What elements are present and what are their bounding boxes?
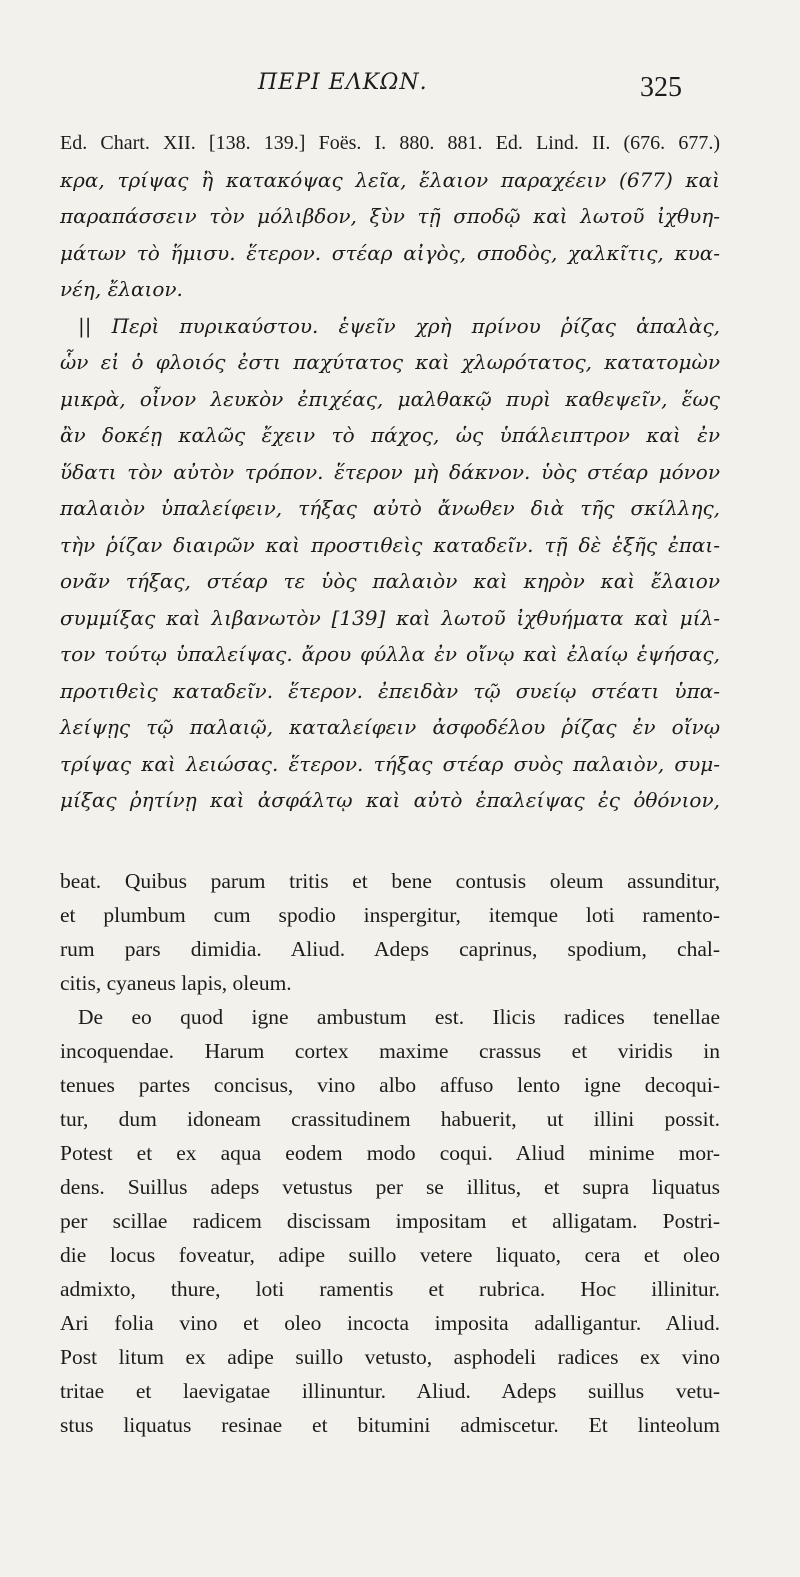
greek-line: παραπάσσειν τὸν μόλιβδον, ξὺν τῇ σποδῷ καὶ λωτοῦ ἰχθυη- [60,204,720,228]
latin-line: dens. Suillus adeps vetustus per se illitus, et supra liquatus [60,1175,720,1199]
greek-line: ὕδατι τὸν αὐτὸν τρόπον. ἕτερον μὴ δάκνον. ὑὸς στέαρ μόνον [60,459,720,484]
latin-line: die locus foveatur, adipe suillo vetere liquato, cera et oleo [60,1243,720,1267]
greek-line: τον τούτῳ ὑπαλείψας. ἄρου φύλλα ἐν οἴνῳ καὶ ἐλαίῳ ἑψήσας, [60,642,720,666]
greek-line: λείψῃς τῷ παλαιῷ, καταλείφειν ἀσφοδέλου ῥίζας ἐν οἴνῳ [60,715,720,739]
latin-line: tenues partes concisus, vino albo affuso lento igne decoqui- [60,1073,720,1097]
page-header [0,70,800,110]
greek-line: προτιθεὶς καταδεῖν. ἕτερον. ἐπειδὰν τῷ συείῳ στέατι ὑπα- [60,678,720,703]
greek-line: μίξας ῥητίνῃ καὶ ἀσφάλτῳ καὶ αὐτὸ ἐπαλείψας ἐς ὀθόνιον, [60,788,720,812]
greek-line: κρα, τρίψας ἢ κατακόψας λεῖα, ἔλαιον παραχέειν (677) καὶ [60,167,720,192]
latin-line: De eo quod igne ambustum est. Ilicis radices tenellae [78,1005,720,1029]
greek-line: νέη, ἔλαιον. [60,277,183,301]
greek-line: ἂν δοκέῃ καλῶς ἔχειν τὸ πάχος, ὡς ὑπάλειπτρον καὶ ἐν [60,423,720,447]
edition-reference-line: Ed. Chart. XII. [138. 139.] Foës. I. 880. 881. Ed. Lind. II. (676. 677.) [60,132,720,154]
greek-text-block [60,125,720,819]
latin-line: citis, cyaneus lapis, oleum. [60,971,292,995]
page-number: 325 [640,72,682,103]
latin-line: per scillae radicem discissam impositam et alligatam. Postri- [60,1209,720,1233]
latin-line: stus liquatus resinae et bitumini admiscetur. Et linteolum [60,1413,720,1437]
latin-line: rum pars dimidia. Aliud. Adeps caprinus, spodium, chal- [60,937,720,961]
greek-line: παλαιὸν ὑπαλείφειν, τήξας αὐτὸ ἄνωθεν διὰ τῆς σκίλλης, [60,496,720,520]
greek-line: ονᾶν τήξας, στέαρ τε ὑὸς παλαιὸν καὶ κηρὸν καὶ ἔλαιον [60,569,720,593]
greek-line: μικρὰ, οἶνον λευκὸν ἐπιχέας, μαλθακῷ πυρὶ καθεψεῖν, ἕως [60,386,720,411]
greek-line: συμμίξας καὶ λιβανωτὸν [139] καὶ λωτοῦ ἰχθυήματα καὶ μίλ- [60,605,720,630]
greek-line: μάτων τὸ ἥμισυ. ἕτερον. στέαρ αἰγὸς, σποδὸς, χαλκῖτις, κυα- [60,240,720,265]
latin-line: beat. Quibus parum tritis et bene contusis oleum assunditur, [60,869,720,893]
latin-line: et plumbum cum spodio inspergitur, itemque loti ramento- [60,903,720,927]
latin-text-block [60,864,720,1442]
latin-line: tritae et laevigatae illinuntur. Aliud. Adeps suillus vetu- [60,1379,720,1403]
greek-line: ὧν εἰ ὁ φλοιός ἐστι παχύτατος καὶ χλωρότατος, κατατομὼν [60,350,720,374]
greek-line: || Περὶ πυρικαύστου. ἑψεῖν χρὴ πρίνου ῥίζας ἁπαλὰς, [78,313,720,338]
latin-line: tur, dum idoneam crassitudinem habuerit, ut illini possit. [60,1107,720,1131]
greek-line: τρίψας καὶ λειώσας. ἕτερον. τήξας στέαρ συὸς παλαιὸν, συμ- [60,751,720,776]
running-title: ΠΕΡΙ ΕΛΚΩΝ. [258,70,428,95]
latin-line: Ari folia vino et oleo incocta imposita adalligantur. Aliud. [60,1311,720,1335]
latin-line: admixto, thure, loti ramentis et rubrica. Hoc illinitur. [60,1277,720,1301]
latin-line: Post litum ex adipe suillo vetusto, asphodeli radices ex vino [60,1345,720,1369]
latin-line: Potest et ex aqua eodem modo coqui. Aliud minime mor- [60,1141,720,1165]
greek-line: τὴν ῥίζαν διαιρῶν καὶ προστιθεὶς καταδεῖν. τῇ δὲ ἑξῆς ἐπαι- [60,532,720,557]
latin-line: incoquendae. Harum cortex maxime crassus et viridis in [60,1039,720,1063]
